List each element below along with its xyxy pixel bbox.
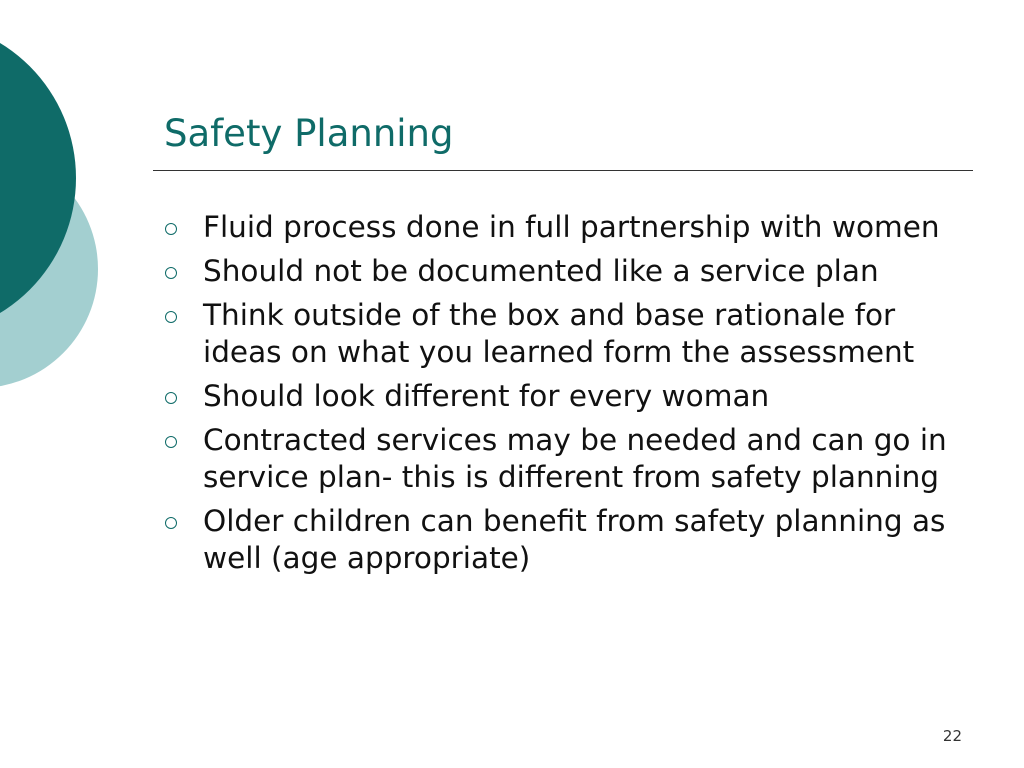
slide-title: Safety Planning [164, 112, 454, 155]
title-divider [153, 170, 973, 171]
bullet-list [165, 209, 965, 584]
hollow-circle-bullet-icon [165, 253, 203, 290]
bullet-item [165, 253, 965, 290]
bullet-item [165, 503, 965, 577]
bullet-item [165, 422, 965, 496]
page-number: 22 [942, 727, 962, 745]
hollow-circle-bullet-icon [165, 422, 203, 459]
bullet-text: Should look different for every woman [203, 379, 770, 413]
hollow-circle-bullet-icon [165, 297, 203, 334]
bullet-item [165, 297, 965, 371]
bullet-text: Fluid process done in full partnership with women [203, 210, 940, 244]
hollow-circle-bullet-icon [165, 209, 203, 246]
bullet-text: Should not be documented like a service plan [203, 254, 879, 288]
hollow-circle-bullet-icon [165, 378, 203, 415]
bullet-item [165, 378, 965, 415]
bullet-item [165, 209, 965, 246]
bullet-text: Think outside of the box and base rationale for ideas on what you learned form the assessment [203, 298, 915, 369]
bullet-text: Older children can benefit from safety planning as well (age appropriate) [203, 504, 946, 575]
bullet-text: Contracted services may be needed and can go in service plan- this is different from safety planning [203, 423, 947, 494]
hollow-circle-bullet-icon [165, 503, 203, 540]
